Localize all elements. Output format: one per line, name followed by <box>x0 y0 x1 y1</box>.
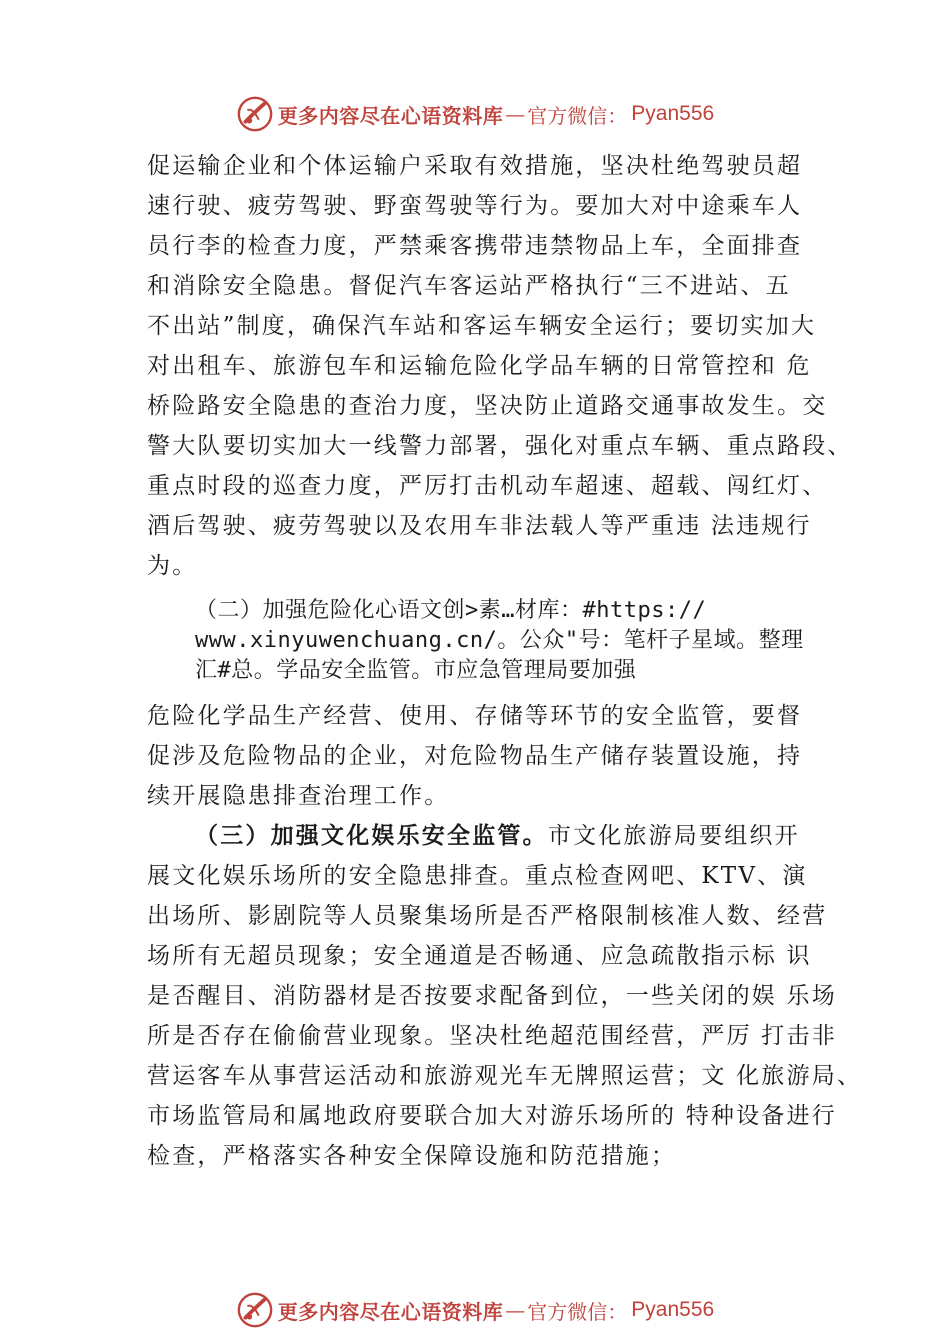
section3-first-line-rest: 市文化旅游局要组织开 <box>547 823 800 849</box>
text-line: 不出站”制度，确保汽车站和客运车辆安全运行；要切实加大 <box>147 313 817 339</box>
text-line: 续开展隐患排查治理工作。 <box>147 783 450 809</box>
section2-heading-line: 汇#总。学品安全监管。市应急管理局要加强 <box>195 658 637 683</box>
footer-watermark <box>0 1290 950 1330</box>
paragraph-hazardous-chemicals <box>147 696 857 816</box>
brush-logo-icon <box>236 1291 274 1329</box>
watermark-text: 更多内容尽在心语资料库 <box>277 103 504 128</box>
watermark-separator: — <box>505 1298 526 1322</box>
text-line: 警大队要切实加大一线警力部署，强化对重点车辆、重点路段、 <box>147 433 853 459</box>
brush-logo-icon <box>236 95 274 133</box>
text-line: 速行驶、疲劳驾驶、野蛮驾驶等行为。要加大对中途乘车人 <box>147 193 803 219</box>
text-line: 桥险路安全隐患的查治力度，坚决防止道路交通事故发生。交 <box>147 393 828 419</box>
text-line: 市场监管局和属地政府要联合加大对游乐场所的 特种设备进行 <box>147 1103 837 1129</box>
text-line: 酒后驾驶、疲劳驾驶以及农用车非法载人等严重违 法违规行 <box>147 513 812 539</box>
text-line: 展文化娱乐场所的安全隐患排查。重点检查网吧、KTV、演 <box>147 863 808 889</box>
text-line: 危险化学品生产经营、使用、存储等环节的安全监管，要督 <box>147 703 803 729</box>
watermark-text: 更多内容尽在心语资料库 <box>277 1299 504 1324</box>
header-watermark <box>0 94 950 134</box>
text-line: 促涉及危险物品的企业，对危险物品生产储存装置设施，持 <box>147 743 803 769</box>
watermark-label: 官方微信： <box>527 103 628 128</box>
section2-heading-block <box>147 596 857 686</box>
watermark-account: Pyan556 <box>631 102 715 125</box>
text-line: 是否醒目、消防器材是否按要求配备到位，一些关闭的娱 乐场 <box>147 983 837 1009</box>
text-line: 营运客车从事营运活动和旅游观光车无牌照运营；文 化旅游局、 <box>147 1063 863 1089</box>
paragraph-road-safety <box>147 146 857 586</box>
text-line: 出场所、影剧院等人员聚集场所是否严格限制核准人数、经营 <box>147 903 828 929</box>
text-line: 重点时段的巡查力度，严厉打击机动车超速、超载、闯红灯、 <box>147 473 828 499</box>
text-line: 所是否存在偷偷营业现象。坚决杜绝超范围经营，严厉 打击非 <box>147 1023 837 1049</box>
text-line: 和消除安全隐患。督促汽车客运站严格执行“三不进站、五 <box>147 273 791 299</box>
watermark-separator: — <box>505 102 526 126</box>
section3-first-line <box>147 816 857 856</box>
paragraph-cultural-entertainment <box>147 816 863 1176</box>
watermark-account: Pyan556 <box>631 1298 715 1321</box>
text-line: 员行李的检查力度，严禁乘客携带违禁物品上车，全面排查 <box>147 233 803 259</box>
text-line: 场所有无超员现象；安全通道是否畅通、应急疏散指示标 识 <box>147 943 812 969</box>
text-line: 对出租车、旅游包车和运输危险化学品车辆的日常管控和 危 <box>147 353 812 379</box>
section2-heading-line: （二）加强危险化心语文创>素…材库：#https:// <box>195 598 707 623</box>
text-line: 检查，严格落实各种安全保障设施和防范措施； <box>147 1143 677 1169</box>
section3-heading: （三）加强文化娱乐安全监管。 <box>195 822 548 849</box>
section2-heading-line: www.xinyuwenchuang.cn/。公众"号：笔杆子星域。整理 <box>195 628 804 653</box>
document-body <box>147 146 863 1176</box>
text-line: 为。 <box>147 553 198 579</box>
text-line: 促运输企业和个体运输户采取有效措施，坚决杜绝驾驶员超 <box>147 153 803 179</box>
watermark-label: 官方微信： <box>527 1299 628 1324</box>
